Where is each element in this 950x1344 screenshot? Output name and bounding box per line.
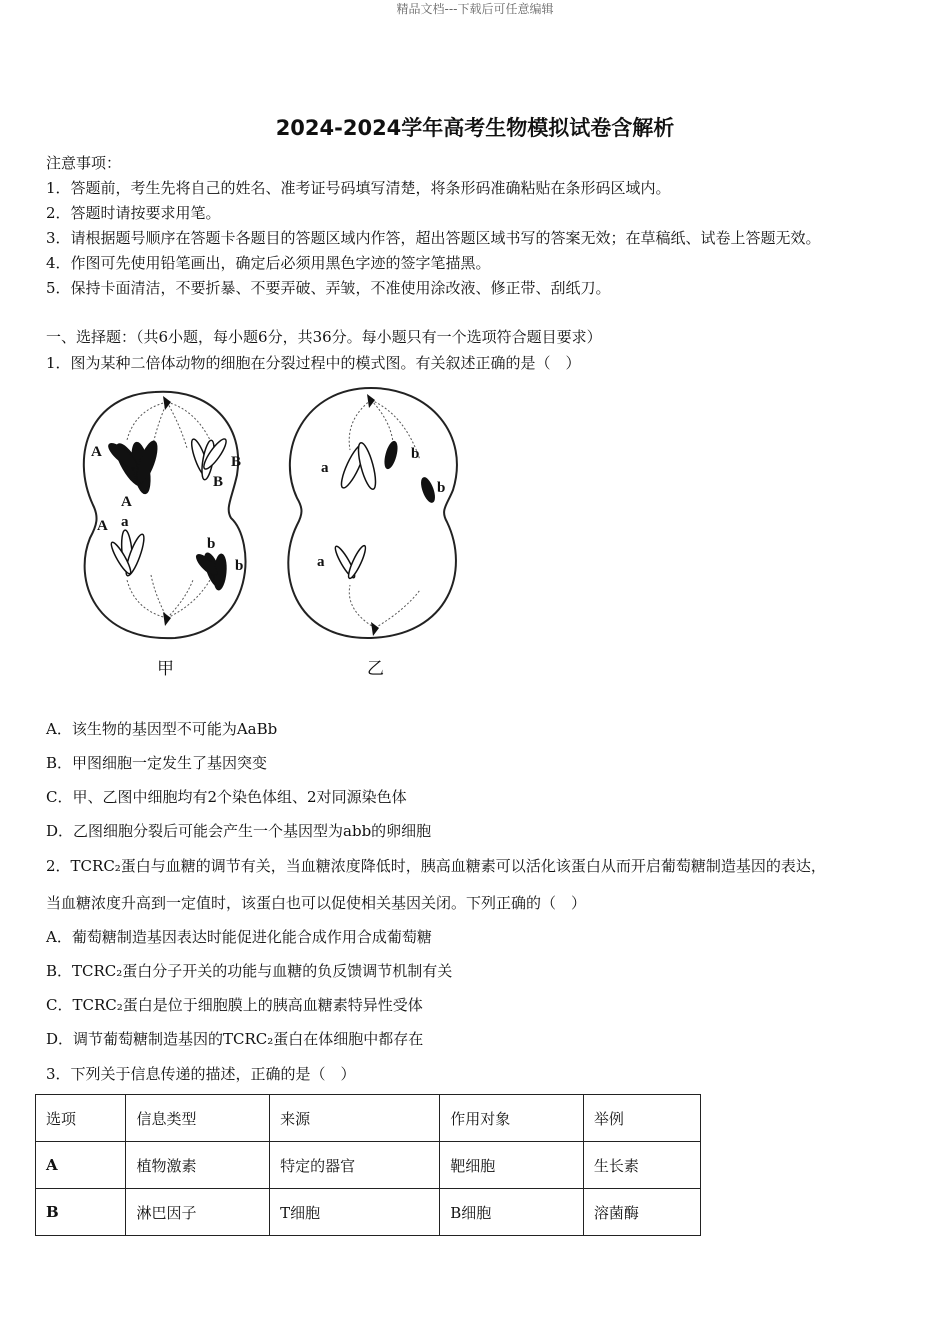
table-header-cell: 选项 (36, 1095, 126, 1142)
section-heading: 一、选择题：（共6小题，每小题6分，共36分。每小题只有一个选项符合题目要求） (46, 328, 602, 346)
notice-item: 5．保持卡面清洁，不要折暴、不要弄破、弄皱，不准使用涂改液、修正带、刮纸刀。 (46, 279, 611, 297)
caption-jia: 甲 (157, 659, 174, 679)
label-jia-B-bottom: B (213, 474, 224, 490)
table-cell: 植物激素 (126, 1142, 270, 1189)
info-transfer-table (35, 1094, 701, 1236)
notice-item: 1．答题前，考生先将自己的姓名、准考证号码填写清楚，将条形码准确粘贴在条形码区域内。 (46, 179, 671, 197)
notice-item: 2．答题时请按要求用笔。 (46, 204, 221, 222)
table-cell: B (36, 1189, 126, 1236)
table-cell: A (36, 1142, 126, 1189)
question-3-stem: 3．下列关于信息传递的描述，正确的是（ ） (46, 1065, 356, 1083)
question-2-option-b: B．TCRC₂蛋白分子开关的功能与血糖的负反馈调节机制有关 (46, 962, 453, 980)
question-2-option-d: D．调节葡萄糖制造基因的TCRC₂蛋白在体细胞中都存在 (46, 1030, 424, 1048)
table-header-cell: 举例 (583, 1095, 700, 1142)
label-yi-b-upper: b (411, 446, 420, 462)
question-2-option-a: A．葡萄糖制造基因表达时能促进化能合成作用合成葡萄糖 (46, 928, 432, 946)
cell-jia-membrane (84, 392, 246, 638)
table-row (36, 1142, 701, 1189)
table-cell: T细胞 (270, 1189, 440, 1236)
caption-yi: 乙 (367, 659, 384, 679)
notice-item: 3．请根据题号顺序在答题卡各题目的答题区域内作答，超出答题区域书写的答案无效；在草稿纸、试卷上答题无效。 (46, 229, 821, 247)
label-jia-A-lower: A (97, 518, 108, 534)
table-row (36, 1189, 701, 1236)
label-yi-b-right: b (437, 480, 446, 496)
question-1-stem: 1．图为某种二倍体动物的细胞在分裂过程中的模式图。有关叙述正确的是（ ） (46, 354, 581, 372)
label-jia-A-bottom: A (121, 494, 132, 510)
table-cell: B细胞 (440, 1189, 584, 1236)
label-jia-a-lower: a (121, 514, 129, 530)
question-1-option-c: C．甲、乙图中细胞均有2个染色体组、2对同源染色体 (46, 788, 407, 806)
watermark: 精品文档---下载后可任意编辑 (396, 2, 554, 16)
table-cell: 生长素 (583, 1142, 700, 1189)
question-1-option-d: D．乙图细胞分裂后可能会产生一个基因型为abb的卵细胞 (46, 822, 432, 840)
label-yi-a-lower: a (317, 554, 325, 570)
cell-division-figure (75, 380, 470, 685)
label-jia-b-top: b (207, 536, 216, 552)
table-cell: 溶菌酶 (583, 1189, 700, 1236)
question-2-stem-line1: 2．TCRC₂蛋白与血糖的调节有关，当血糖浓度降低时，胰高血糖素可以活化该蛋白从而开启葡萄糖制造基因的表达， (46, 857, 826, 875)
notice-heading: 注意事项： (46, 154, 122, 172)
notice-item: 4．作图可先使用铅笔画出，确定后必须用黑色字迹的签字笔描黑。 (46, 254, 491, 272)
table-header-cell: 信息类型 (126, 1095, 270, 1142)
table-header-cell: 来源 (270, 1095, 440, 1142)
table-cell: 特定的器官 (270, 1142, 440, 1189)
table-header-row (36, 1095, 701, 1142)
label-yi-a-upper: a (321, 460, 329, 476)
question-1-option-b: B．甲图细胞一定发生了基因突变 (46, 754, 268, 772)
table-cell: 淋巴因子 (126, 1189, 270, 1236)
page-title: 2024-2024学年高考生物模拟试卷含解析 (275, 116, 675, 140)
table-header-cell: 作用对象 (440, 1095, 584, 1142)
question-2-option-c: C．TCRC₂蛋白是位于细胞膜上的胰高血糖素特异性受体 (46, 996, 423, 1014)
label-jia-b-right: b (235, 558, 244, 574)
question-1-option-a: A．该生物的基因型不可能为AaBb (46, 720, 278, 738)
label-jia-B-right: B (231, 454, 242, 470)
table-cell: 靶细胞 (440, 1142, 584, 1189)
label-jia-A-top: A (91, 444, 102, 460)
question-2-stem-line2: 当血糖浓度升高到一定值时，该蛋白也可以促使相关基因关闭。下列正确的（ ） (46, 894, 587, 912)
cell-yi-membrane (288, 388, 457, 638)
